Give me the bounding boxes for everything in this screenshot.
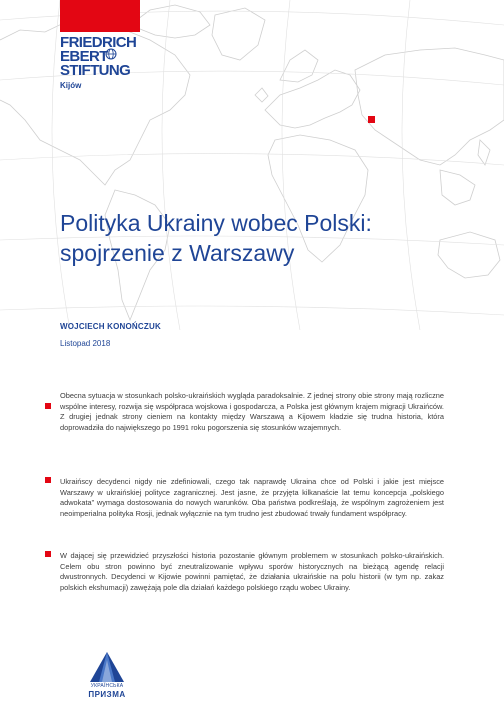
logo-city: Kijów <box>60 81 82 90</box>
document-title: Polityka Ukrainy wobec Polski: spojrzenie z Warszawy <box>60 210 372 266</box>
logo-line-1: FRIEDRICH <box>60 34 137 51</box>
logo-line-3: STIFTUNG <box>60 62 131 79</box>
prism-triangle-icon <box>82 650 132 684</box>
globe-icon <box>105 48 117 60</box>
author-name: WOJCIECH KONOŃCZUK <box>60 322 161 331</box>
summary-paragraph-1: Obecna sytuacja w stosunkach polsko-ukraińskich wygląda paradoksalnie. Z jednej strony obie strony mają rozliczne wspólne interesy, rozwija się współpraca wojskowa i gospodarcza, a Polska jest głównym krajem migracji Ukraińców. Z drugiej jednak strony cieniem na kontakty między Warszawą a Kijowem kładzie się trudna historia, która doprowadziła do największego po 1991 roku pogorszenia się stosunków wzajemnych. <box>60 391 444 432</box>
ukrainian-prism-logo <box>82 650 132 702</box>
publication-date: Listopad 2018 <box>60 339 111 348</box>
prism-logo-top-text: УКРАЇНСЬКА <box>90 683 124 689</box>
bullet-marker <box>45 403 51 409</box>
summary-paragraph-3: W dającej się przewidzieć przyszłości historia pozostanie głównym problemem w stosunkach polsko-ukraińskich. Celem obu stron powinno być zneutralizowanie wpływu sporów historycznych na bieżącą agendę relacji dwustronnych. Decydenci w Kijowie powinni pamiętać, że działania ukraińskie na polu historii (w tym np. zakaz polskich ekshumacji) zawężają pole dla działań każdego polskiego rządu wobec Ukrainy. <box>60 551 444 592</box>
fes-logo <box>60 36 150 90</box>
summary-paragraph-2: Ukraińscy decydenci nigdy nie zdefiniowali, czego tak naprawdę Ukraina chce od Polski i jakie jest miejsce Warszawy w ukraińskiej polityce zagranicznej. Jest jasne, że przyjęta kilkanaście lat temu koncepcja „polskiego adwokata” wymaga dostosowania do nowych warunków. Oba państwa podkreślają, że wspólnym zagrożeniem jest neoimperialna polityka Rosji, jednak wyłącznie na tym trudno jest zbudować trwały fundament współpracy. <box>60 477 444 518</box>
logo-line-2: EBERT <box>60 48 108 65</box>
header-red-block <box>60 0 140 32</box>
location-marker <box>368 116 375 123</box>
prism-logo-bottom-text: ПРИЗМА <box>88 690 126 699</box>
bullet-marker <box>45 477 51 483</box>
bullet-marker <box>45 551 51 557</box>
